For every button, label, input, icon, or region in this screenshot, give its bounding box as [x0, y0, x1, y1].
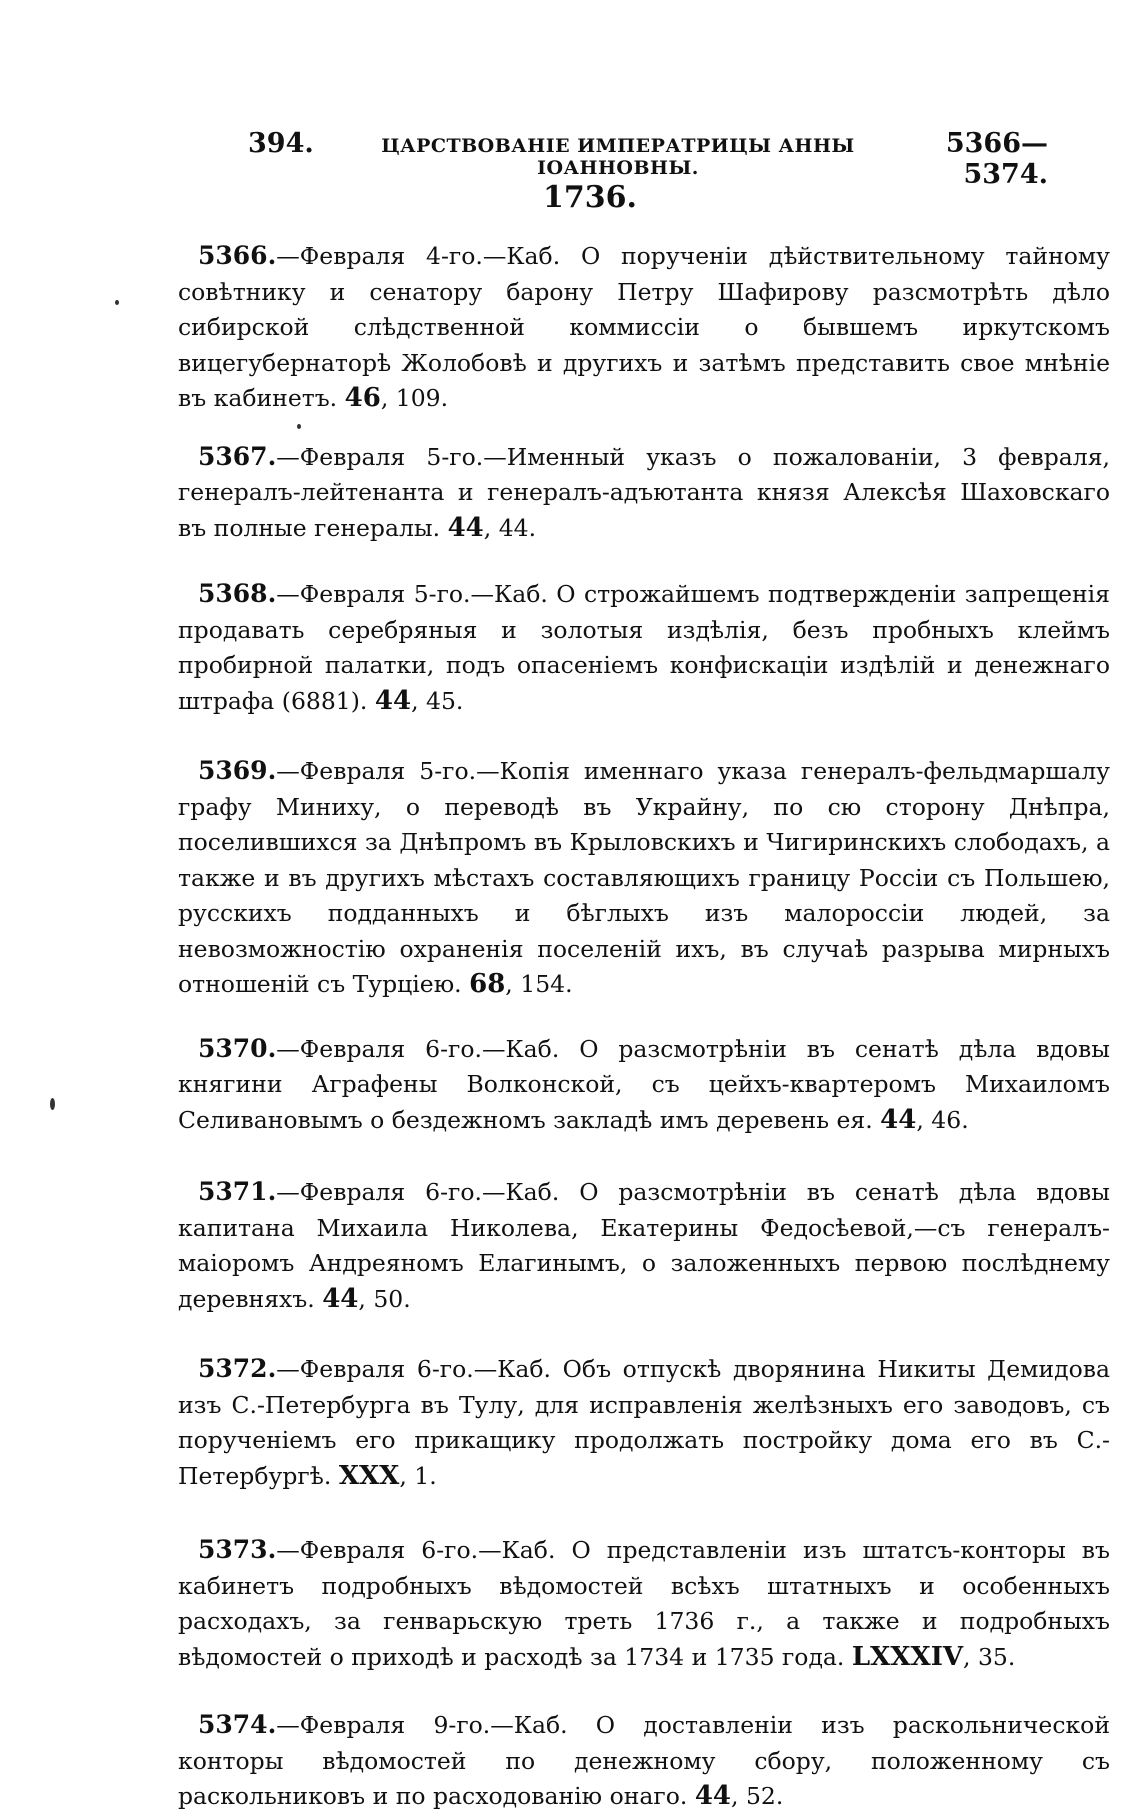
entry-5368: [178, 576, 1110, 719]
entry-number: 5373.: [198, 1535, 277, 1564]
entry-text: —Февраля 6-го.—Каб. О представленіи изъ штатсъ-конторы въ кабинетъ подробныхъ вѣдомостей всѣхъ штатныхъ и особенныхъ расходахъ, за генварьскую треть 1736 г., а также и подробныхъ вѣдомостей о приходѣ и расходѣ за 1734 и 1735 года.: [178, 1536, 1110, 1671]
entry-number: 5372.: [198, 1354, 277, 1383]
entry-text: —Февраля 5-го.—Именный указъ о пожалованіи, 3 февраля, генералъ-лейтенанта и генералъ-адъютанта князя Алексѣя Шаховскаго въ полные генералы.: [178, 442, 1110, 542]
entry-number: 5369.: [198, 756, 277, 785]
year-heading: 1736.: [543, 180, 637, 215]
entry-ref-volume: 44: [374, 685, 412, 716]
entry-number: 5370.: [198, 1033, 277, 1063]
margin-speck: [50, 1098, 55, 1110]
entry-ref-volume: 44: [447, 512, 484, 543]
entry-text: —Февраля 5-го.—Каб. О строжайшемъ подтвержденіи запрещенія продавать серебряныя и золотыя издѣлія, безъ пробныхъ клеймъ пробирной палатки, подъ опасеніемъ конфискаціи издѣлій и денежнаго штрафа (6881).: [178, 580, 1110, 715]
entry-ref-page: , 1.: [399, 1461, 437, 1490]
entry-5372: [178, 1351, 1110, 1494]
entry-ref-page: , 154.: [505, 970, 573, 998]
entry-number: 5374.: [198, 1710, 277, 1739]
margin-speck: [297, 424, 301, 429]
entry-text: —Февраля 4-го.—Каб. О порученіи дѣйствительному тайному совѣтнику и сенатору барону Петру Шафирову разсмотрѣть дѣло сибирской слѣдственной коммиссіи о бывшемъ иркутскомъ вицегубернаторѣ Жолобовѣ и другихъ и затѣмъ представить свое мнѣніе въ кабинетъ.: [178, 242, 1110, 412]
entry-ref-page: , 44.: [483, 513, 537, 542]
entry-number: 5368.: [198, 579, 277, 608]
entry-ref-volume: XXX: [338, 1460, 400, 1491]
entry-range: 5366—5374.: [945, 128, 1048, 190]
entry-5367: [178, 439, 1110, 547]
entry-ref-volume: 46: [344, 383, 381, 413]
running-title: ЦАРСТВОВАНІЕ ИМПЕРАТРИЦЫ АННЫ ІОАННОВНЫ.: [381, 135, 855, 179]
entry-5371: [178, 1174, 1110, 1317]
entry-5374: [178, 1707, 1110, 1815]
entry-text: —Февраля 6-го.—Каб. О разсмотрѣніи въ сенатѣ дѣла вдовы капитана Михаила Николева, Екатерины Федосѣевой,—съ генералъ-маіоромъ Андреяномъ Елагинымъ, о заложенныхъ первою послѣднему деревняхъ.: [178, 1178, 1110, 1313]
entry-ref-page: , 52.: [731, 1782, 784, 1810]
entry-ref-volume: 68: [469, 969, 506, 999]
page-number: 394.: [248, 128, 314, 159]
entry-text: —Февраля 9-го.—Каб. О доставленіи изъ раскольнической конторы вѣдомостей по денежному сбору, положенному съ раскольниковъ и по расходованію онаго.: [178, 1711, 1110, 1810]
entry-ref-volume: LXXXIV: [851, 1641, 964, 1672]
entry-ref-page: , 50.: [358, 1284, 411, 1313]
entry-ref-page: , 109.: [380, 384, 449, 412]
entry-ref-page: , 45.: [411, 686, 464, 715]
entry-number: 5367.: [198, 441, 277, 471]
entry-ref-page: , 46.: [916, 1105, 969, 1134]
entry-5369: [178, 753, 1110, 1003]
entry-ref-volume: 44: [322, 1283, 359, 1314]
entry-text: —Февраля 6-го.—Каб. О разсмотрѣніи въ сенатѣ дѣла вдовы княгини Аграфены Волконской, съ цейхъ-квартеромъ Михаиломъ Селивановымъ о бездежномъ закладѣ имъ деревень ея.: [178, 1034, 1110, 1134]
entry-text: —Февраля 5-го.—Копія именнаго указа генералъ-фельдмаршалу графу Миниху, о переводѣ въ Украйну, по сю сторону Днѣпра, поселившихся за Днѣпромъ въ Крыловскихъ и Чигиринскихъ слободахъ, а также и въ другихъ мѣстахъ составляющихъ границу Россіи съ Польшею, русскихъ подданныхъ и бѣглыхъ изъ малороссіи людей, за невозможностію охраненія поселеній ихъ, въ случаѣ разрыва мирныхъ отношеній съ Турціею.: [178, 757, 1110, 998]
entry-text: —Февраля 6-го.—Каб. Объ отпускѣ дворянина Никиты Демидова изъ С.-Петербурга въ Тулу, для исправленія желѣзныхъ его заводовъ, съ порученіемъ его прикащику продолжать постройку дома его въ С.-Петербургѣ.: [178, 1355, 1110, 1490]
entries-list: [178, 238, 1110, 1815]
entry-ref-page: , 35.: [963, 1642, 1016, 1671]
entry-5373: [178, 1532, 1110, 1675]
entry-number: 5371.: [198, 1177, 277, 1206]
entry-5366: [178, 238, 1110, 417]
entry-5370: [178, 1031, 1110, 1139]
page-header: [248, 128, 1048, 190]
entry-ref-volume: 44: [880, 1104, 917, 1135]
entry-number: 5366.: [198, 241, 277, 270]
margin-speck: [115, 300, 119, 305]
entry-ref-volume: 44: [694, 1781, 732, 1811]
